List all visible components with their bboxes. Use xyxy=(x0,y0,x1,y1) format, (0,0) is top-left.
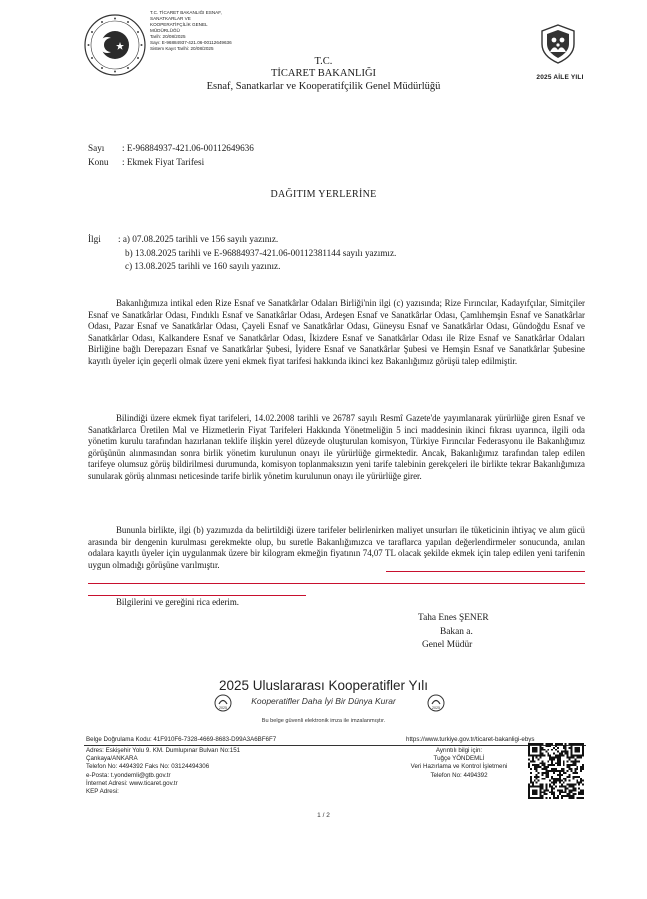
footer-address xyxy=(86,747,240,796)
esign-line: Sayı: E-96884937-421.06-00112649636 xyxy=(150,40,232,45)
contact-line: Tuğçe YÖNDEMLİ xyxy=(433,755,485,763)
esignature-note: Bu belge güvenli elektronik imza ile imzalanmıştır. xyxy=(261,718,386,724)
highlight-underline xyxy=(386,571,585,572)
esign-line: Tarih: 20/08/2025 xyxy=(150,34,186,39)
document-meta: Sayı : E-96884937-421.06-00112649636 Konu : Ekmek Fiyat Tarifesi xyxy=(88,143,254,167)
address-line: KEP Adresi: xyxy=(86,788,119,796)
signer-name: Taha Enes ŞENER xyxy=(418,613,489,623)
verification-code: Belge Doğrulama Kodu: 41F910F6-7328-4669-8683-D99A3A6BF6F7 xyxy=(86,736,277,743)
header-ministry: TİCARET BAKANLIĞI xyxy=(270,68,377,79)
contact-line: Ayrıntılı bilgi için: xyxy=(435,747,483,754)
address-line: Adres: Eskişehir Yolu 9. KM. Dumlupınar Bulvarı No:151 xyxy=(86,747,241,754)
footer-contact xyxy=(400,747,518,780)
esign-line: T.C. TİCARET BAKANLIĞI ESNAF, xyxy=(150,10,222,15)
cooperative-year-title: 2025 Uluslararası Kooperatifler Yılı xyxy=(218,678,429,693)
reference-item: c) 13.08.2025 tarihli ve 160 sayılı yazınız. xyxy=(125,261,281,271)
distribution-heading: DAĞITIM YERLERİNE xyxy=(270,189,377,200)
highlight-underline xyxy=(88,595,306,596)
qr-code-icon[interactable] xyxy=(528,743,584,799)
closing-sentence: Bilgilerini ve gereğini rica ederim. xyxy=(116,597,239,607)
document-number: E-96884937-421.06-00112649636 xyxy=(126,143,254,153)
references-label: İlgi xyxy=(88,234,101,244)
cooperative-logo-year: 2025 xyxy=(432,706,440,710)
header-country: T.C. xyxy=(314,56,333,67)
subject-label: Konu xyxy=(88,157,109,167)
website-link[interactable]: İnternet Adresi: www.ticaret.gov.tr xyxy=(86,779,178,787)
esign-line: MÜDÜRLÜĞÜ xyxy=(150,28,180,33)
signer-position: Genel Müdür xyxy=(422,640,473,650)
footer-divider xyxy=(84,745,586,746)
esign-line: Sistem Kayıt Tarihi: 20/08/2025 xyxy=(150,46,214,51)
body-paragraph-3: Bununla birlikte, ilgi (b) yazımızda da belirtildiği üzere tarifeler belirlenirken maliyet unsurları ile tüketicinin ihtiyaç ve alım gücü arasında bir dengenin kurulması gerekmekte olup, bu suretle Bakanlığımızca ve taraflarca yapılan değerlendirmeler sonucunda, anılan odalara kayıtlı üyeler için uygulanmak üzere bir kilogram ekmeğin fiyatının 74,07 TL olacak şekilde ekmek için talep edilen yeni tarifenin uygun olmadığı görüşüne varılmıştır. xyxy=(88,525,585,570)
contact-line: Telefon No: 4494392 xyxy=(430,771,488,779)
address-line: Çankaya/ANKARA xyxy=(86,755,138,763)
signer-title: Bakan a. xyxy=(440,626,473,637)
esign-line: SANATKARLAR VE xyxy=(150,16,191,21)
family-year-label: 2025 AİLE YILI xyxy=(536,74,584,81)
reference-item: : a) 07.08.2025 tarihli ve 156 sayılı yazınız. xyxy=(118,234,279,244)
contact-line: Veri Hazırlama ve Kontrol İşletmeni xyxy=(410,763,508,771)
header-directorate: Esnaf, Sanatkarlar ve Kooperatifçilik Genel Müdürlüğü xyxy=(206,81,441,92)
page-number: 1 / 2 xyxy=(317,812,330,819)
signature-block xyxy=(418,612,489,653)
references xyxy=(88,233,396,274)
highlight-underline xyxy=(88,583,585,584)
document-subject: Ekmek Fiyat Tarifesi xyxy=(126,157,205,167)
number-label: Sayı xyxy=(88,143,105,153)
email-link[interactable]: e-Posta: t.yondemli@gtb.gov.tr xyxy=(86,771,171,779)
verification-url-link[interactable]: https://www.turkiye.gov.tr/ticaret-bakanligi-ebys xyxy=(406,736,535,743)
cooperative-logo-icon xyxy=(427,694,445,712)
esign-line: KOOPERATİFÇİLİK GENEL xyxy=(150,22,208,27)
esign-stamp-text xyxy=(150,10,310,52)
reference-item: b) 13.08.2025 tarihli ve E-96884937-421.06-00112381144 sayılı yazımız. xyxy=(125,247,397,258)
cooperative-year-subtitle: Kooperatifler Daha İyi Bir Dünya Kurar xyxy=(251,696,396,706)
cooperative-logo-year: 2025 xyxy=(219,706,227,710)
body-paragraph-1: Bakanlığımıza intikal eden Rize Esnaf ve Sanatkârlar Odaları Birliği'nin ilgi (c) yazısında; Rize Fırıncılar, Kadayıfçılar, Simitçiler Esnaf ve Sanatkârlar Odası, Fındıklı Esnaf ve Sanatkârlar Odası, Ardeşen Esnaf ve Sanatkârlar Odası, Çamlıhemşin Esnaf ve Sanatkârlar Odası, Pazar Esnaf ve Sanatkârlar Odası, Çayeli Esnaf ve Sanatkârlar Odası, Güneysu Esnaf ve Sanatkârlar Odası, Gündoğdu Esnaf ve Sanatkârlar Odası, Kalkandere Esnaf ve Sanatkârlar Odası, İkizdere Esnaf ve Sanatkârlar Odası ile Rize Esnaf ve Sanatkârlar Odaları Birliğine bağlı Derepazarı Esnaf ve Sanatkârlar Şubesi, İyidere Esnaf ve Sanatkârlar Şubesi ve Hemşin Esnaf ve Sanatkârlar Şubesine kayıtlı üyeler için geçerli olmak üzere yeni ekmek fiyat tarifesi hakkında ikinci kez Bakanlığımız görüşü talep edilmiştir. xyxy=(88,298,585,366)
address-line: Telefon No: 4494392 Faks No: 03124494306 xyxy=(86,763,210,771)
body-paragraph-2: Bilindiği üzere ekmek fiyat tarifeleri, 14.02.2008 tarihli ve 26787 sayılı Resmî Gazete'de yayımlanarak yürürlüğe giren Esnaf ve Sanatkârlarca Üretilen Mal ve Hizmetlerin Fiyat Tarifeleri Hakkında Yönetmeliğin 5 inci maddesinin ikinci fıkrası uyarınca, ilgili oda yönetim kurulu tarafından hazırlanan teklife ilişkin yerel düzeyde oluşturulan komisyon, Türkiye Fırıncılar Federasyonu ile Bakanlığımız görüşünün alınmasından sonra birlik yönetim kurulunun onayı ile yürürlüğe girmektedir. Ancak, Bakanlığımız tarafından talep edilen tarifeye olumsuz görüş bildirilmesi durumunda, komisyon toplanmaksızın yeni tarife talebinin gerekçeleri ile birlikte tekrar Bakanlığımıza sunularak görüş alınması neticesinde tarife birlik yönetim kurulunun onayı ile yürürlüğe girer. xyxy=(88,413,585,481)
